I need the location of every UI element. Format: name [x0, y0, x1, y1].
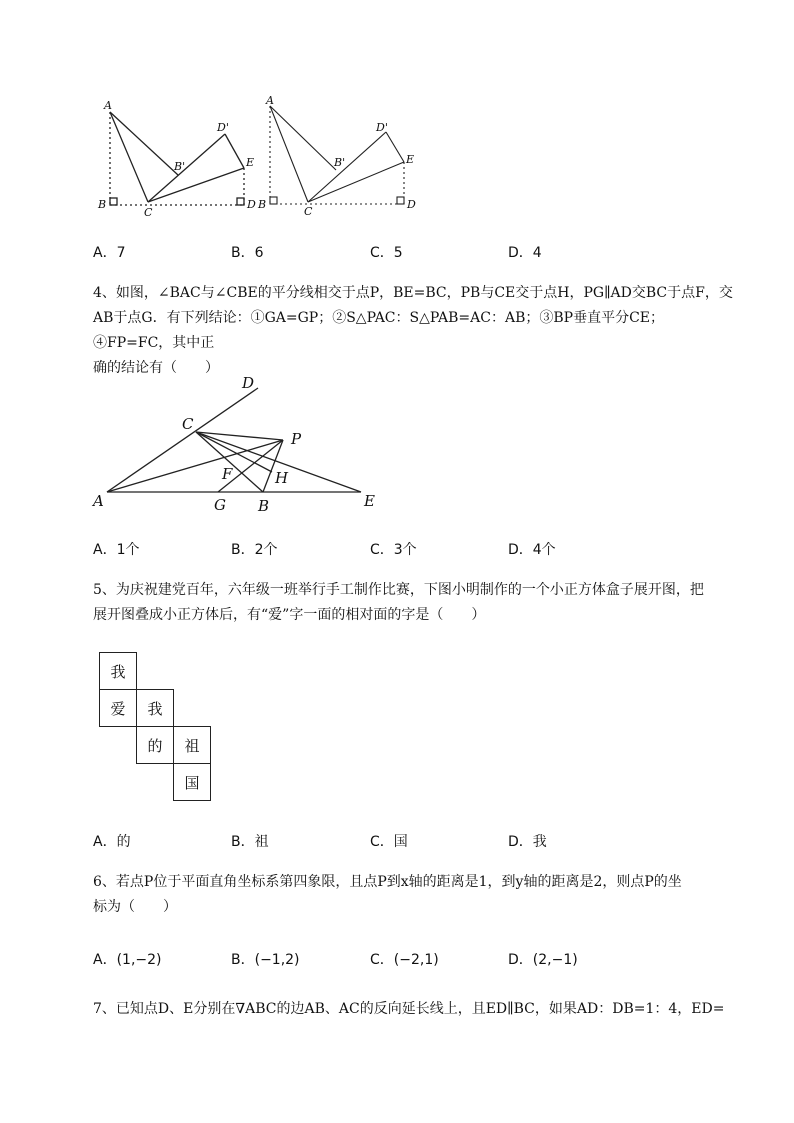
q5-option-d[interactable]: D．我: [508, 834, 547, 850]
q5-option-b[interactable]: B．祖: [231, 834, 269, 850]
q6-option-b[interactable]: B．(−1,2): [231, 952, 300, 968]
q4-label-a: A: [93, 492, 104, 510]
q3-figure-left: [90, 92, 260, 222]
q4-label-b: B: [258, 497, 270, 515]
q4-option-a[interactable]: A．1个: [93, 542, 140, 558]
q4-option-d[interactable]: D．4个: [508, 542, 556, 558]
question-5-text: [93, 578, 743, 628]
q3-right-label-c: C: [304, 205, 313, 218]
q3-left-label-d: D: [247, 198, 256, 211]
question-6-text: [93, 870, 743, 920]
q3-right-label-d: D: [407, 198, 416, 211]
q3-left-label-b: B: [98, 198, 107, 211]
q6-option-a[interactable]: A．(1,−2): [93, 952, 162, 968]
q4-label-f: F: [222, 465, 233, 483]
cube-net-cell: 爱: [99, 689, 137, 727]
question-4-text: [93, 281, 743, 381]
cube-net-cell: 我: [99, 652, 137, 690]
cube-net-cell: 的: [136, 726, 174, 764]
cube-net-cell: 祖: [173, 726, 211, 764]
q4-option-b[interactable]: B．2个: [231, 542, 278, 558]
q3-right-label-dprime: D': [376, 121, 388, 134]
q6-line-2: 标为（ ）: [93, 899, 177, 915]
q4-label-c: C: [182, 415, 194, 433]
q3-option-d[interactable]: D．4: [508, 245, 542, 261]
q5-line-1: 5、为庆祝建党百年，六年级一班举行手工制作比赛，下图小明制作的一个小正方体盒子展开图，把: [93, 582, 704, 598]
q3-option-b[interactable]: B．6: [231, 245, 264, 261]
q3-right-label-e: E: [406, 153, 415, 166]
question-7-text: [93, 997, 743, 1022]
cube-net: [99, 652, 219, 807]
q3-left-label-bprime: B': [174, 160, 186, 173]
q4-label-h: H: [275, 469, 289, 487]
q6-option-c[interactable]: C．(−2,1): [370, 952, 439, 968]
q4-line-1: 4、如图，∠BAC与∠CBE的平分线相交于点P，BE=BC，PB与CE交于点H，PG∥AD交BC于点F，交: [93, 285, 733, 301]
cube-net-cell: 我: [136, 689, 174, 727]
q3-left-label-c: C: [144, 206, 153, 219]
q3-left-label-a: A: [104, 99, 112, 112]
q4-line-2: AB于点G．有下列结论：①GA=GP；②S△PAC：S△PAB=AC：AB；③BP垂直平分CE；④FP=FC，其中正: [93, 310, 665, 351]
q7-line-1: 7、已知点D、E分别在∇ABC的边AB、AC的反向延长线上，且ED∥BC，如果AD：DB=1：4，ED=: [93, 1001, 725, 1017]
q3-option-c[interactable]: C．5: [370, 245, 403, 261]
q4-option-c[interactable]: C．3个: [370, 542, 417, 558]
q4-label-p: P: [291, 430, 302, 448]
q5-option-a[interactable]: A．的: [93, 834, 131, 850]
cube-net-cell: 国: [173, 763, 211, 801]
q3-right-label-b: B: [258, 198, 267, 211]
q4-line-3: 确的结论有（ ）: [93, 360, 219, 376]
q3-right-label-bprime: B': [334, 156, 346, 169]
q3-option-a[interactable]: A．7: [93, 245, 126, 261]
q3-figure-right: [252, 92, 427, 222]
q4-label-g: G: [214, 496, 226, 514]
q3-left-label-e: E: [246, 156, 255, 169]
q5-option-c[interactable]: C．国: [370, 834, 408, 850]
q4-label-d: D: [242, 374, 255, 392]
q4-figure: [88, 372, 388, 517]
q6-option-d[interactable]: D．(2,−1): [508, 952, 578, 968]
q6-line-1: 6、若点P位于平面直角坐标系第四象限，且点P到x轴的距离是1，到y轴的距离是2，则点P的坐: [93, 874, 682, 890]
q3-right-label-a: A: [266, 94, 274, 107]
q5-line-2: 展开图叠成小正方体后，有“爱”字一面的相对面的字是（ ）: [93, 607, 486, 623]
q4-label-e: E: [364, 492, 375, 510]
q3-left-label-dprime: D': [217, 121, 229, 134]
